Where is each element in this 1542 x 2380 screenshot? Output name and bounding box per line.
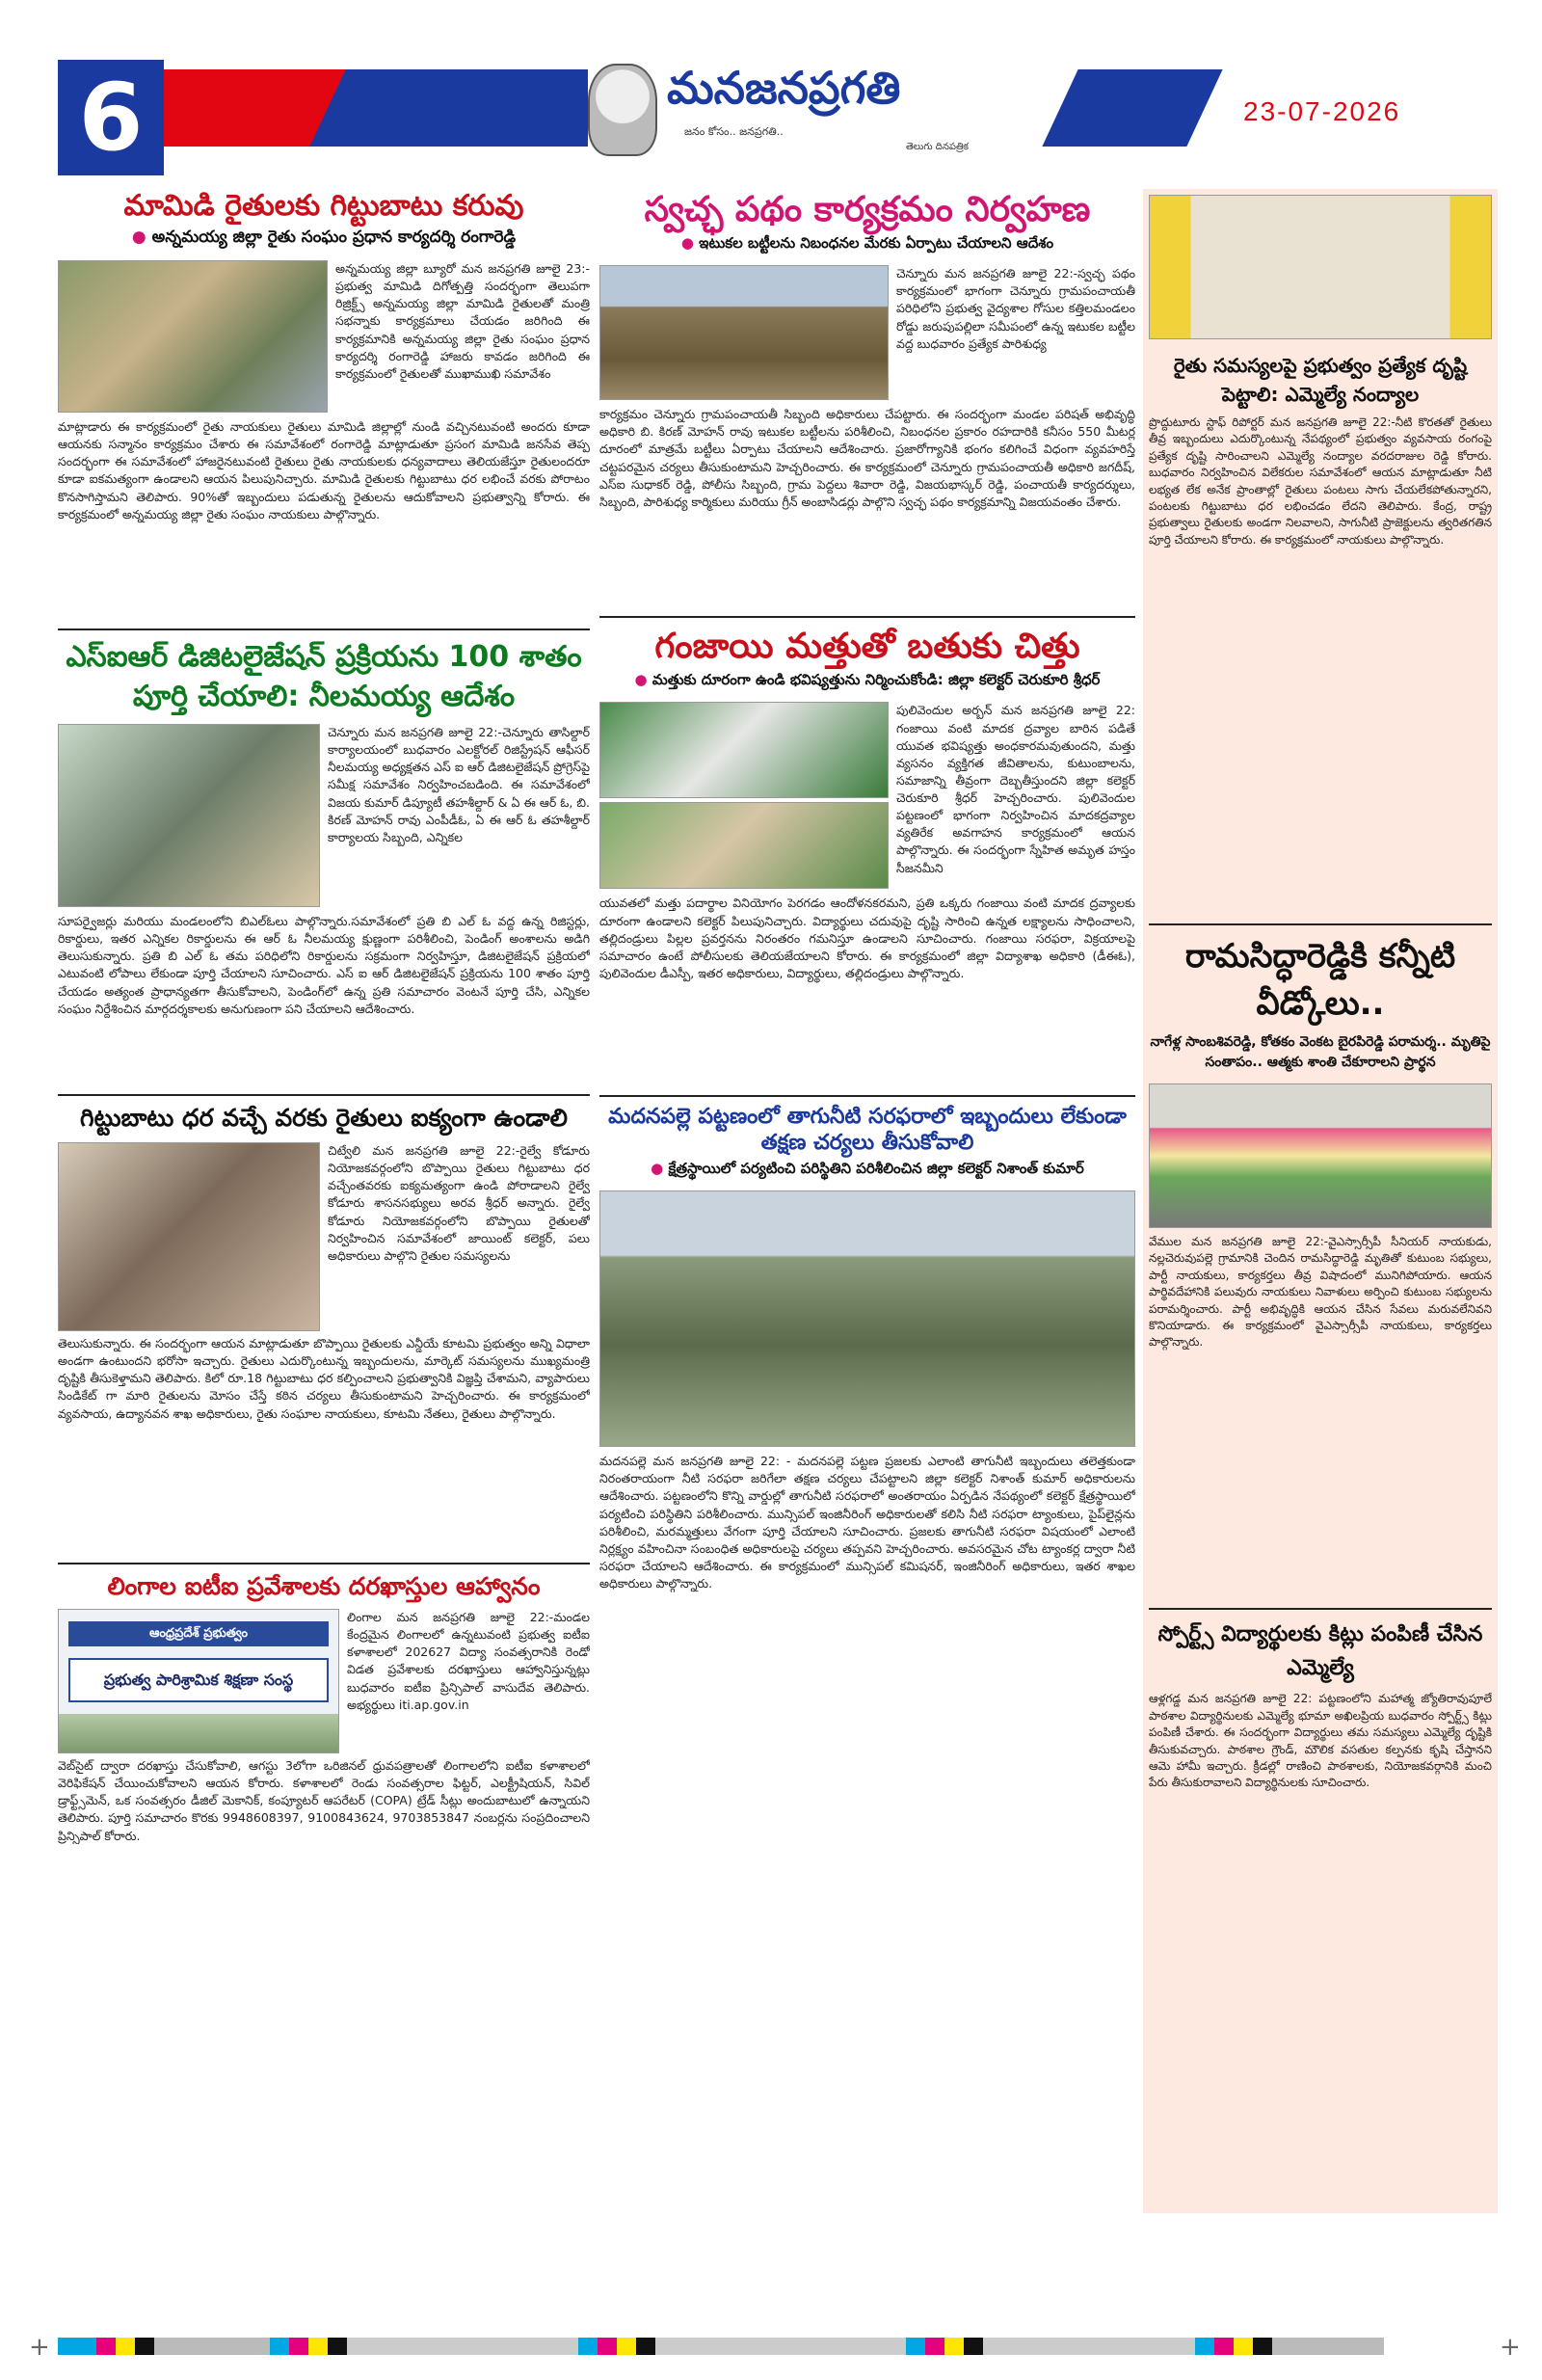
brand-logo [588,58,983,166]
masthead-stripe [309,69,518,147]
brand-name: మనజనప్రగతి [667,62,901,114]
story-body: చెన్నూరు మన జనప్రగతి జూలై 22:-చెన్నూరు తాసిల్దార్ కార్యాలయంలో బుధవారం ఎలక్టోరల్ రిజిస్ట్రేషన్ ఆఫీసర్ నీలమయ్య అధ్యక్షతన ఎస్ ఐ ఆర్ డిజిటలైజేషన్ ప్రోగ్రెస్‌పై సమీక్ష సమావేశం నిర్వహించబడింది. ఈ సమావేశంలో విజయ కుమార్ డిప్యూటీ తహశీల్దార్ & ఏ ఈ ఆర్ ఓ, బి. కిరణ్ మోహన్ రావు ఎంపీడీఓ, ఏ ఈ ఆర్ ఓ తహశీల్దార్ కార్యాలయ సిబ్బంది, ఎన్నికల [328,725,590,844]
headline: గంజాయి మత్తుతో బతుకు చిత్తు [654,627,1080,667]
registration-mark-icon: + [29,2333,50,2362]
headline: రామసిద్ధారెడ్డికి కన్నీటి వీడ్కోలు.. [1184,937,1456,1024]
story-body: పులివెందుల అర్బన్ మన జనప్రగతి జూలై 22: గంజాయి వంటి మాదక ద్రవ్యాల బారిన పడితే యువత భవిష్యత్తు అంధకారమవుతుందని, మత్తు వ్యసనం వ్యక్తిగత జీవితాలను, కుటుంబాలను, సమాజాన్ని తీవ్రంగా దెబ్బతీస్తుందని జిల్లా కలెక్టర్ చెరుకూరి శ్రీధర్ హెచ్చరించారు. పులివెందుల పట్టణంలో భాగంగా నిర్వహించిన మాదకద్రవ్యాల వ్యతిరేక అవగాహన కార్యక్రమంలో ఆయన పాల్గొన్నారు. ఈ సందర్భంగా స్నేహిత అమృత హస్తం సీజనమీని [896,703,1135,875]
story-body: కార్యక్రమం చెన్నూరు గ్రామపంచాయతీ సిబ్బంది అధికారులు చేపట్టారు. ఈ సందర్భంగా మండల పరిషత్ అభివృద్ధి అధికారి బి. కిరణ్ మోహన్ రావు ఇటుకల బట్టీలను పరిశీలించి, నిబంధనల ప్రకారం రహదారికి కనీసం 550 మీటర్ల దూరంలో మాత్రమే బట్టీలు ఏర్పాటు చేయాలని ఆదేశించారు. ప్రజారోగ్యానికి భంగం కలిగించే విధంగా వ్యవహరిస్తే చట్టపరమైన చర్యలు తీసుకుంటామని హెచ్చరించారు. ఈ కార్యక్రమంలో చెన్నూరు గ్రామపంచాయతీ అధికారి జగదీష్, ఎస్ఐ సుధాకర్ రెడ్డి, పోలీసు సిబ్బంది, గ్రామ పెద్దలు శివారా రెడ్డి, విజయభాస్కర్ రెడ్డి, పంచాయతీ కార్యదర్శులు, సిబ్బంది, పారిశుధ్య కార్మికులు మరియు గ్రీన్ అంబాసిడర్లు పాల్గొని స్వచ్ఛ పథం కార్యక్రమాన్ని విజయవంతం చేశారు. [599,407,1135,509]
story-body: చెన్నూరు మన జనప్రగతి జూలై 22:-స్వచ్ఛ పథం కార్యక్రమంలో భాగంగా చెన్నూరు గ్రామపంచాయతీ పరిధిలోని ప్రభుత్వ వైద్యశాల గోసుల కత్తిలమండలం రోడ్డు జరుపుపల్లిలా సమీపంలో ఉన్న ఇటుకల బట్టీల వద్ద బుధవారం ప్రత్యేక పారిశుధ్య [896,266,1135,351]
story-body: మాట్లాడారు ఈ కార్యక్రమంలో రైతు నాయకులు రైతులు మామిడి జిల్లాల్లో నుండి వచ్చినటువంటి అందరు కూడా ఆయనకు సన్మానం కార్యక్రమం చేశారు ఈ సమావేశంలో రంగారెడ్డి మాట్లాడుతూ ప్రసంగ మామిడి జనసేవ తెప్ప సందర్భంగా ఈ సమావేశంలో హాజరైనటువంటి రైతులు రైతు నాయకులకు ధన్యవాదాలు తెలియజేస్తూ రైతులందరూ కూడా ఐకమత్యంగా ఉండాలని ఆయన పిలుపునిచ్చారు. మామిడి రైతులకు గిట్టుబాటు ధర లభించే వరకు పోరాటం కొనసాగిస్తామని తెలిపారు. 90%తో ఇబ్బందులు పడుతున్న రైతులను ఆదుకోవాలని ప్రభుత్వాన్ని కోరారు. ఈ కార్యక్రమంలో అన్నమయ్య జిల్లా రైతు సంఘం నాయకులు పాల్గొన్నారు. [58,419,590,521]
story-iti-admissions [58,1572,590,1844]
news-photo [1149,1083,1492,1228]
story-sports-kits [1143,1618,1498,1932]
portrait-logo-icon [588,64,657,156]
news-photo [58,1142,320,1331]
story-body: లింగాల మన జనప్రగతి జూలై 22:-మండల కేంద్రమైన లింగాలలో ఉన్నటువంటి ప్రభుత్వ ఐటీఐ కళాశాలలో 202627 విద్యా సంవత్సరానికి రెండో విడత ప్రవేశాలకు దరఖాస్తులు ఆహ్వానిస్తున్నట్లు బుధవారం ఐటీఐ ప్రిన్సిపాల్ వాసుదేవ తెలిపారు. అభ్యర్థులు iti.ap.gov.in [347,1610,590,1712]
headline: లింగాల ఐటీఐ ప్రవేశాలకు దరఖాస్తుల ఆహ్వానం [107,1572,541,1600]
subheadline: ● మత్తుకు దూరంగా ఉండి భవిష్యత్తును నిర్మించుకోండి: జిల్లా కలెక్టర్ చెరుకూరి శ్రీధర్ [634,671,1101,689]
story-body: యువతలో మత్తు పదార్థాల వినియోగం పెరగడం ఆందోళనకరమని, ప్రతి ఒక్కరు గంజాయి వంటి మాదక ద్రవ్యాలకు దూరంగా ఉండాలని కలెక్టర్ పిలుపునిచ్చారు. విద్యార్థులు చదువుపై దృష్టి సారించి ఉన్నత లక్ష్యాలను సాధించాలని, తల్లిదండ్రులు పిల్లల ప్రవర్తనను నిరంతరం గమనిస్తూ ఉండాలని సూచించారు. గంజాయి సరఫరా, విక్రయాలపై సమాచారం ఉంటే పోలీసులకు తెలియజేయాలని కోరారు. ఈ కార్యక్రమంలో జిల్లా విద్యాశాఖ అధికారి (డీఈఓ), పులివెందుల డీఎస్పీ, ఇతర అధికారులు, విద్యార్థులు, తల్లిదండ్రులు పాల్గొన్నారు. [599,896,1135,980]
registration-mark-icon: + [1500,2333,1521,2362]
news-photo [599,802,889,889]
brand-tagline: జనం కోసం.. జనప్రగతి.. [684,125,784,138]
subheadline: ● ఇటుకల బట్టీలను నిబంధనల మేరకు ఏర్పాటు చేయాలని ఆదేశం [680,234,1054,253]
news-photo [599,702,889,798]
photo-stack [599,702,889,891]
column-right [1143,189,1498,2213]
subheadline: నాగేళ్ల సాంబశివరెడ్డి, కోతకం వెంకట బైరపిరెడ్డి పరామర్శ.. మృతిపై సంతాపం.. ఆత్మకు శాంతి చేకూరాలని ప్రార్థన [1150,1033,1491,1071]
story-sir-digitization [58,638,590,1086]
divider [599,1095,1135,1097]
story-body: వెబ్‌సైట్ ద్వారా దరఖాస్తు చేసుకోవాలి, ఆగస్టు 3లోగా ఒరిజినల్ ధ్రువపత్రాలతో లింగాలలోని ఐటీఐ కళాశాలలో వెరిఫికేషన్ చేయించుకోవాలని ఆయన కోరారు. కళాశాలలో రెండు సంవత్సరాల ఫిట్టర్, ఎలక్ట్రీషియన్, సివిల్ డ్రాఫ్ట్స్‌మెన్, ఒక సంవత్సరం డీజిల్ మెకానిక్, కంప్యూటర్ ఆపరేటర్ (COPA) ట్రేడ్ సీట్లు అందుబాటులో ఉన్నాయని తెలిపారు. పూర్తి సమాచారం కొరకు 9948608397, 9100843624, 9703853847 నంబర్లను సంప్రదించాలని ప్రిన్సిపాల్ కోరారు. [58,1758,590,1843]
divider [599,616,1135,618]
headline: మదనపల్లె పట్టణంలో తాగునీటి సరఫరాలో ఇబ్బందులు లేకుండా తక్షణ చర్యలు తీసుకోవాలి [608,1105,1127,1155]
subheadline: ● అన్నమయ్య జిల్లా రైతు సంఘం ప్రధాన కార్యదర్శి రంగారెడ్డి [131,227,517,247]
story-body: వేముల మన జనప్రగతి జూలై 22:-వైఎస్సార్సీపీ సీనియర్ నాయకుడు, నల్లచెరువుపల్లె గ్రామానికి చెందిన రామసిద్ధారెడ్డి మృతితో కుటుంబ సభ్యులు, పార్టీ నాయకులు, కార్యకర్తలు తీవ్ర విషాదంలో మునిగిపోయారు. ఆయన పార్థివదేహానికి పలువురు నాయకులు నివాళులు అర్పించి కుటుంబ సభ్యులను పరామర్శించారు. పార్టీ అభివృద్ధికి ఆయన చేసిన సేవలు మరువలేనివని కొనియాడారు. ఈ కార్యక్రమంలో వైఎస్సార్సీపీ నాయకులు, కార్యకర్తలు పాల్గొన్నారు. [1149,1234,1492,1350]
headline: స్పోర్ట్స్ విద్యార్థులకు కిట్లు పంపిణీ చేసిన ఎమ్మెల్యే [1157,1621,1483,1681]
story-mango-farmers [58,189,590,621]
headline: స్వచ్ఛ పథం కార్యక్రమం నిర్వహణ [644,190,1091,229]
divider [1149,1608,1492,1610]
sign-top: ఆంధ్రప్రదేశ్ ప్రభుత్వం [68,1621,329,1646]
subheadline: ● క్షేత్రస్థాయిలో పర్యటించి పరిస్థితిని పరిశీలించిన జిల్లా కలెక్టర్ నిశాంత్ కుమార్ [651,1160,1084,1178]
story-body: మదనపల్లె మన జనప్రగతి జూలై 22: - మదనపల్లె పట్టణ ప్రజలకు ఎలాంటి తాగునీటి ఇబ్బందులు తలెత్తకుండా నిరంతరాయంగా నీటి సరఫరా జరిగేలా తక్షణ చర్యలు చేపట్టాలని జిల్లా కలెక్టర్ నిశాంత్ కుమార్ అధికారులను ఆదేశించారు. పట్టణంలోని కొన్ని వార్డుల్లో తాగునీటి సరఫరాలో అంతరాయం ఏర్పడిన నేపథ్యంలో కలెక్టర్ క్షేత్రస్థాయిలో పర్యటించి పరిస్థితిని పరిశీలించారు. మున్సిపల్ ఇంజినీరింగ్ అధికారులతో కలిసి నీటి సరఫరా ట్యాంకులు, పైప్‌లైన్లను పరిశీలించి, మరమ్మత్తులు వేగంగా పూర్తి చేయాలని సూచించారు. ప్రజలకు తాగునీటి సరఫరా విషయంలో ఎలాంటి నిర్లక్ష్యం వహించినా సంబంధిత అధికారులపై చర్యలు తప్పవని హెచ్చరించారు. అవసరమైన చోట ట్యాంకర్ల ద్వారా నీటి సరఫరా చేయాలని ఆదేశించారు. ఈ కార్యక్రమంలో మున్సిపల్ కమిషనర్, ఇంజినీరింగ్ అధికారులు, ఇతర శాఖల అధికారులు పాల్గొన్నారు. [599,1454,1135,1591]
divider [1149,923,1492,925]
news-photo [58,724,320,907]
story-body: ఆళ్లగడ్డ మన జనప్రగతి జూలై 22: పట్టణంలోని మహాత్మ జ్యోతిరావుపూలే పాఠశాల విద్యార్థినులకు ఎమ్మెల్యే భూమా అఖిలప్రియ బుధవారం స్పోర్ట్స్ కిట్లు పంపిణీ చేశారు. ఈ సందర్భంగా విద్యార్థులు తమ సమస్యలు ఎమ్మెల్యే దృష్టికి తీసుకువచ్చారు. పాఠశాల గ్రౌండ్, మౌలిక వసతుల కల్పనకు కృషి చేస్తానని ఆమె హామీ ఇచ్చారు. క్రీడల్లో రాణించి పాఠశాలకు, నియోజకవర్గానికి మంచి పేరు తీసుకురావాలని విద్యార్థినులకు సూచించారు. [1149,1692,1492,1790]
news-photo [599,265,889,400]
divider [58,1563,590,1564]
story-madanapalle-water [599,1105,1135,1805]
issue-date: 23-07-2026 [1243,96,1401,126]
story-swachh-patham [599,189,1135,608]
story-body: అన్నమయ్య జిల్లా బ్యూరో మన జనప్రగతి జూలై 23:-ప్రభుత్వ మామిడి దిగోత్పత్తి సందర్భంగా తెలుపగా రిజ్రిక్ట్స్ అన్నమయ్య జిల్లా మామిడి రైతులతో మంత్రి సభన్నాకు కార్యక్రమాలు చేయడం జరిగింది ఈ కార్యక్రమానికి అన్నమయ్య జిల్లా రైతు సంఘం ప్రధాన కార్యదర్శి రంగారెడ్డి హాజరు కావడం జరిగింది ఈ కార్యక్రమంలో రైతులతో ముఖాముఖి సమావేశం [335,261,590,381]
news-photo [1149,195,1492,339]
divider [58,1094,590,1096]
headline: మామిడి రైతులకు గిట్టుబాటు కరువు [123,189,524,223]
news-photo [599,1190,1135,1447]
story-body: చిట్వేలి మన జనప్రగతి జూలై 22:-రైల్వే కోడూరు నియోజకవర్గంలోని బొప్పాయి రైతులు గిట్టుబాటు ధర వచ్చేంతవరకు ఐక్యమత్యంగా ఉండి పోరాడాలని రైల్వే కోడూరు శాసనసభ్యులు అరవ శ్రీధర్ అన్నారు. రైల్వే కోడూరు నియోజకవర్గంలోని బొప్పాయి రైతులతో నిర్వహించిన సమావేశంలో జాయింట్ కలెక్టర్, పలు అధికారులు పాల్గొని రైతుల సమస్యలను [328,1143,590,1263]
story-ganja-awareness [599,626,1135,1087]
story-body: ప్రొద్దుటూరు స్టాఫ్ రిపోర్టర్ మన జనప్రగతి జూలై 22:-నీటి కొరతతో రైతులు తీవ్ర ఇబ్బందులు ఎదుర్కొంటున్న నేపథ్యంలో ప్రభుత్వం వ్యవసాయ రంగంపై ప్రత్యేక దృష్టి సారించాలని ఎమ్మెల్యే నంద్యాల వరదరాజుల రెడ్డి కోరారు. బుధవారం నిర్వహించిన విలేకరుల సమావేశంలో ఆయన మాట్లాడుతూ నీటి లభ్యత లేక అనేక ప్రాంతాల్లో రైతులు పంటలు సాగు చేయలేకపోతున్నారని, పంటలకు గిట్టుబాటు ధర లభించడం లేదని తెలిపారు. కేంద్ర, రాష్ట్ర ప్రభుత్వాలు రైతులకు అండగా నిలవాలని, సాగునీటి ప్రాజెక్టులను త్వరితగతిన పూర్తి చేయాలని కోరారు. ఈ కార్యక్రమంలో నాయకులు పాల్గొన్నారు. [1149,415,1492,547]
headline: రైతు సమస్యలపై ప్రభుత్వం ప్రత్యేక దృష్టి పెట్టాలి: ఎమ్మెల్యే నంద్యాల [1173,354,1468,406]
column-left [58,189,590,1844]
news-photo [58,1609,339,1753]
color-registration-bar [58,2338,1500,2355]
column-middle [599,189,1135,1805]
headline: గిట్టుబాటు ధర వచ్చే వరకు రైతులు ఐక్యంగా ఉండాలి [80,1104,568,1132]
divider [58,628,590,630]
story-mla-nandyala [1143,189,1498,916]
brand-tagline-sub: తెలుగు దినపత్రిక [906,142,970,152]
story-ramasiddareddy [1143,933,1498,1600]
story-body: సూపర్వైజర్లు మరియు మండలంలోని బిఎల్ఓలు పాల్గొన్నారు.సమావేశంలో ప్రతి బి ఎల్ ఓ వద్ద ఉన్న రిజిస్టర్లు, రికార్డులు, ఇతర ఎన్నికల రికార్డులను ఈ ఆర్ ఓ నీలమయ్య క్షుణ్ణంగా పరిశీలించి, పెండింగ్ అంశాలను అడిగి తెలుసుకున్నారు. ప్రతి బి ఎల్ ఓ తమ పరిధిలోని రికార్డులను సక్రమంగా నిర్వహిస్తూ, డిజిటలైజేషన్ ప్రక్రియలో ఎటువంటి లోపాలు లేకుండా పూర్తి చేయాలని సూచించారు. ఎస్ ఐ ఆర్ డిజిటలైజేషన్ ప్రక్రియను 100 శాతం పూర్తి చేయడం అత్యంత ప్రాధాన్యతగా తీసుకోవాలని, పెండింగ్‌లో ఉన్న ప్రతి సమాచారం వెంటనే పూర్తి చేసి, ఎన్నికల సంఘం నిర్దేశించిన మార్గదర్శకాలకు అనుగుణంగా పని చేయాలని ఆదేశించారు. [58,914,590,1016]
page-number: 6 [58,60,164,175]
headline: ఎస్ఐఆర్ డిజిటలైజేషన్ ప్రక్రియను 100 శాతం పూర్తి చేయాలి: నీలమయ్య ఆదేశం [66,640,582,713]
story-papaya-farmers [58,1104,590,1555]
institute-sign: ప్రభుత్వ పారిశ్రామిక శిక్షణా సంస్థ [68,1658,329,1702]
story-body: తెలుసుకున్నారు. ఈ సందర్భంగా ఆయన మాట్లాడుతూ బొప్పాయి రైతులకు ఎన్డీయే కూటమి ప్రభుత్వం అన్ని విధాలా అండగా ఉంటుందని భరోసా ఇచ్చారు. రైతులు ఎదుర్కొంటున్న ఇబ్బందులను, మార్కెట్ సమస్యలను ముఖ్యమంత్రి దృష్టికి తీసుకెళ్తామని తెలిపారు. కిలో రూ.18 గిట్టుబాటు ధర కల్పించాలని ప్రభుత్వానికి విజ్ఞప్తి చేశామని, వ్యాపారులు సిండికేట్ గా మారి రైతులను మోసం చేస్తే కఠిన చర్యలు తీసుకుంటామని హెచ్చరించారు. ఈ కార్యక్రమంలో వ్యవసాయ, ఉద్యానవన శాఖ అధికారులు, రైతు సంఘాల నాయకులు, కూటమి నేతలు, రైతులు పాల్గొన్నారు. [58,1336,590,1421]
masthead [0,0,1542,183]
news-photo [58,260,328,413]
